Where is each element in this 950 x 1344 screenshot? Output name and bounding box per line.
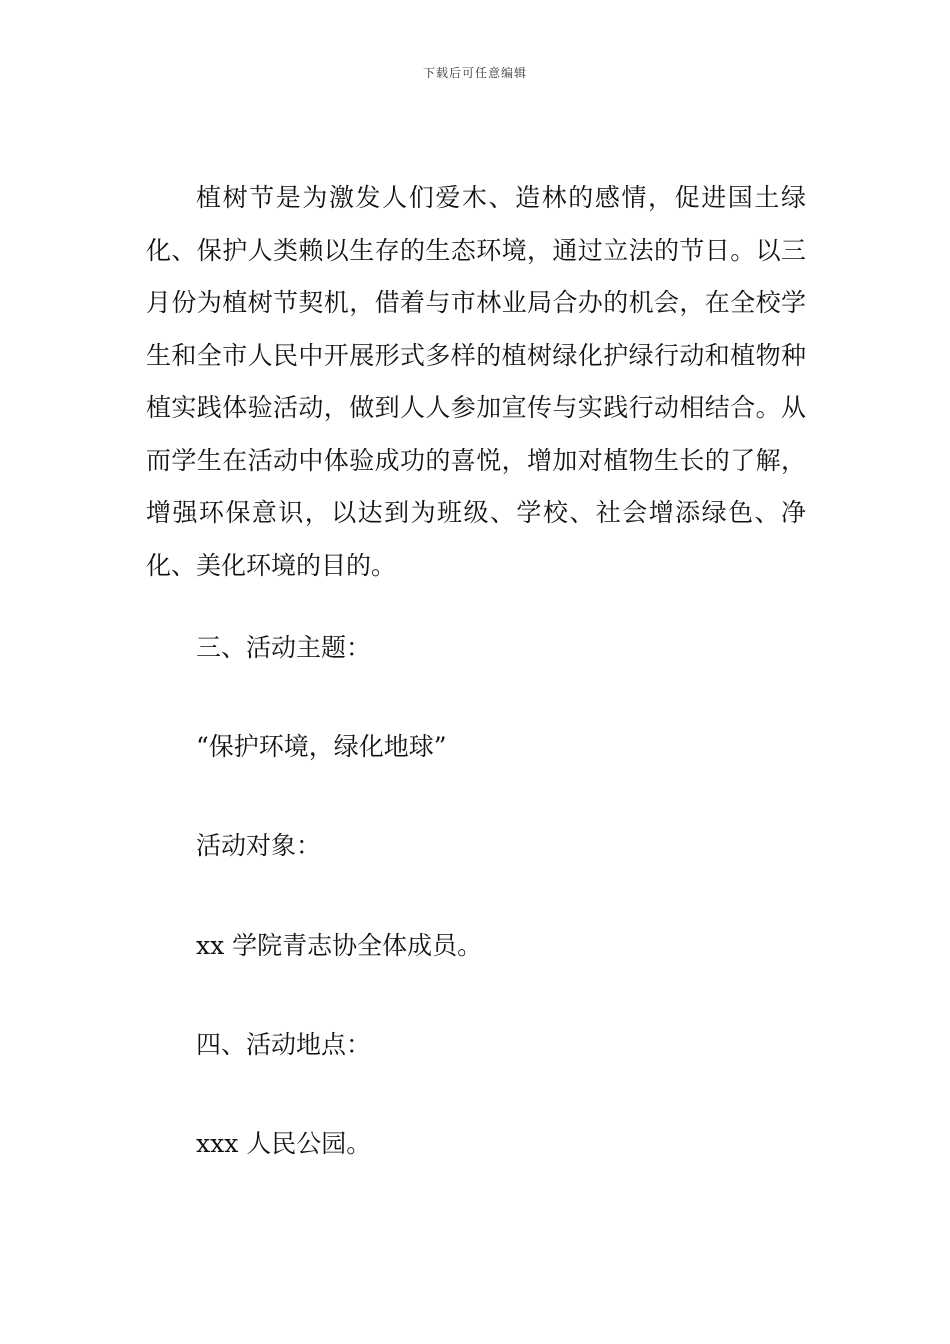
activity-location: xxx 人民公园。 — [196, 1129, 372, 1158]
page-header-note: 下载后可任意编辑 — [422, 66, 527, 80]
intro-paragraph: 植树节是为激发人们爱木、造林的感情，促进国土绿化、保护人类赖以生存的生态环境，通过立法的节日。以三月份为植树节契机，借着与市林业局合办的机会，在全校学生和全市人民中开展形式多样的植树绿化护绿行动和植物种植实践体验活动，做到人人参加宣传与实践行动相结合。从而学生在活动中体验成功的喜悦，增加对植物生长的了解，增强环保意识，以达到为班级、学校、社会增添绿色、净化、美化环境的目的。 — [146, 183, 806, 580]
target-heading: 活动对象： — [196, 831, 322, 860]
activity-target: xx 学院青志协全体成员。 — [196, 931, 483, 960]
activity-theme: “保护环境，绿化地球” — [196, 732, 447, 761]
section-heading-theme: 三、活动主题： — [196, 633, 372, 662]
section-heading-location: 四、活动地点： — [196, 1030, 372, 1059]
